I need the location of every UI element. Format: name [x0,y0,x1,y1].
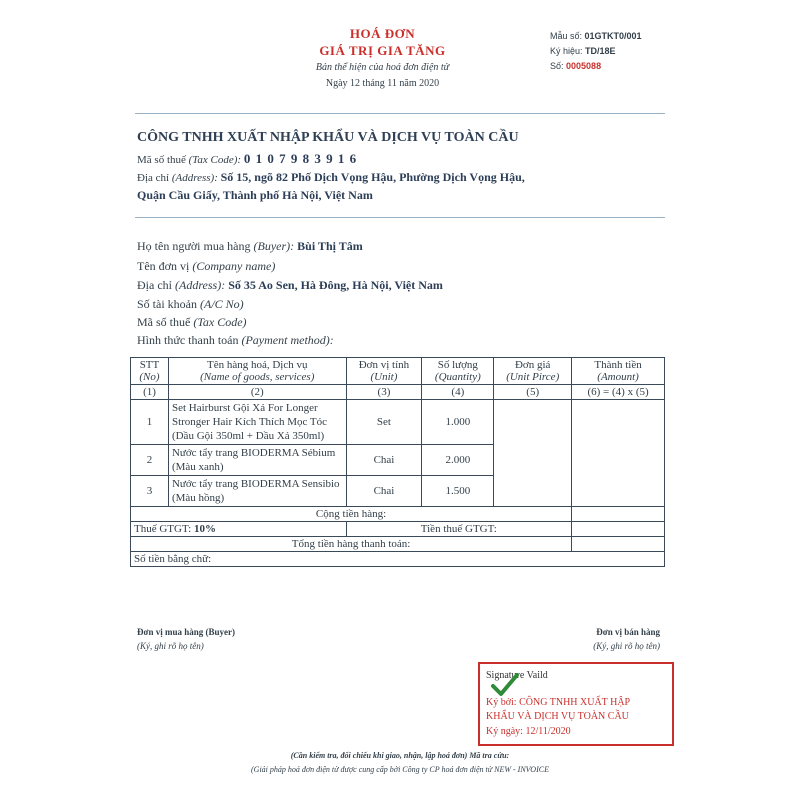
buyer-address-value: Số 35 Ao Sen, Hà Đông, Hà Nội, Việt Nam [228,278,443,292]
buyer-company-label: Tên đơn vị [137,259,190,273]
index-cell: (2) [168,385,346,400]
header-unit: Đơn vị tính (Unit) [346,358,422,385]
signed-by-value: CÔNG TNHH XUẤT HẬP [519,697,631,708]
header-stt: STT (No) [131,358,169,385]
digital-signature-box [478,662,674,746]
number-label: Số: [550,61,564,71]
buyer-name-value: Bùi Thị Tâm [297,239,363,253]
row-unit: Chai [346,445,422,476]
signed-date-label: Ký ngày: [486,726,523,737]
buyer-company-row [137,259,275,274]
seller-tax-label: Mã số thuế [137,154,186,166]
subtotal-label: Cộng tiền hàng: [131,507,572,522]
signed-date [486,726,571,737]
symbol-value: TD/18E [585,46,616,56]
row-qty: 1.000 [422,400,494,445]
items-table [130,357,665,567]
buyer-address-label-en: (Address): [175,278,226,292]
buyer-tax-label: Mã số thuế [137,315,191,329]
table-index-row [131,385,665,400]
footer-note1: (Cần kiểm tra, đối chiếu khi giao, nhận, lập hoá đơn) Mã tra cứu: [290,751,510,760]
buyer-tax-label-en: (Tax Code) [193,315,247,329]
row-unit: Set [346,400,422,445]
table-row [131,400,665,445]
seller-address-row [137,170,525,185]
row-name: Nước tẩy trang BIODERMA Sébium (Màu xanh) [168,445,346,476]
buyer-name-label-en: (Buyer): [253,239,295,253]
buyer-tax-row [137,315,247,330]
amount-blank [572,400,665,507]
in-words-label: Số tiền bằng chữ: [131,552,665,567]
form-label: Mẫu số: [550,31,583,41]
buyer-account-row [137,297,244,312]
signed-date-value: 12/11/2020 [525,726,571,737]
buyer-account-label-en: (A/C No) [200,297,244,311]
buyer-payment-row [137,333,334,348]
buyer-payment-label: Hình thức thanh toán [137,333,239,347]
index-cell: (6) = (4) x (5) [572,385,665,400]
vat-row [131,522,665,537]
seller-tax-row [137,151,357,167]
invoice-title-line1: HOÁ ĐƠN [349,26,416,41]
subtotal-row [131,507,665,522]
index-cell: (4) [422,385,494,400]
seller-address-line2: Quận Cầu Giấy, Thành phố Hà Nội, Việt Nam [137,188,373,202]
vat-amount-value [572,522,665,537]
row-qty: 2.000 [422,445,494,476]
buyer-payment-label-en: (Payment method): [241,333,334,347]
seller-sign-note: (Ký, ghi rõ họ tên) [593,641,660,651]
seller-tax-label-en: (Tax Code): [188,154,242,166]
seller-tax-code: 0 1 0 7 9 8 3 9 1 6 [243,151,358,166]
index-cell: (3) [346,385,422,400]
header-unit-price: Đơn giá (Unit Pirce) [494,358,572,385]
seller-address-line1: Số 15, ngõ 82 Phố Dịch Vọng Hậu, Phường Dịch Vọng Hậu, [220,170,525,184]
total-row [131,537,665,552]
signed-by-line2: KHẨU VÀ DỊCH VỤ TOÀN CẦU [486,711,629,722]
invoice-subtitle: Bản thể hiện của hoá đơn điện tử [315,62,450,73]
subtotal-value [572,507,665,522]
row-unit: Chai [346,476,422,507]
buyer-name-label: Họ tên người mua hàng [137,239,251,253]
index-cell: (5) [494,385,572,400]
symbol [550,46,616,56]
symbol-label: Ký hiệu: [550,46,583,56]
invoice-title-line2: GIÁ TRỊ GIA TĂNG [319,43,446,58]
header-amount: Thành tiền (Amount) [572,358,665,385]
row-name: Set Hairburst Gội Xả For Longer Stronger Hair Kích Thích Mọc Tóc (Dầu Gội 350ml + Dầu Xả 350ml) [168,400,346,445]
buyer-account-label: Số tài khoản [137,297,197,311]
number-value: 0005088 [566,61,602,71]
footer-note2: (Giải pháp hoá đơn điện tử được cung cấp bởi Công ty CP hoá đơn điện tử NEW - INVOICE [251,765,549,774]
vat-rate-value: 10% [193,523,216,535]
divider [135,217,665,218]
header-name: Tên hàng hoá, Dịch vụ (Name of goods, services) [168,358,346,385]
buyer-name-row [137,239,363,254]
row-stt: 3 [131,476,169,507]
buyer-sign-note: (Ký, ghi rõ họ tên) [137,641,204,651]
total-value [572,537,665,552]
divider [135,113,665,114]
vat-amount-label: Tiền thuế GTGT: [346,522,572,537]
index-cell: (1) [131,385,169,400]
invoice-number [550,61,601,71]
table-header-row [131,358,665,385]
signature-status: Signature Vaild [486,670,548,681]
row-stt: 2 [131,445,169,476]
row-stt: 1 [131,400,169,445]
signed-by-label: Ký bởi: [486,697,517,708]
form-value: 01GTKT0/001 [584,31,642,41]
seller-address-label-en: (Address): [171,172,218,184]
header-quantity: Số lượng (Quantity) [422,358,494,385]
seller-address-label: Địa chỉ [137,172,170,184]
buyer-sign-title: Đơn vị mua hàng (Buyer) [137,627,235,637]
row-name: Nước tẩy trang BIODERMA Sensibio (Màu hồng) [168,476,346,507]
invoice-date: Ngày 12 tháng 11 năm 2020 [325,78,440,89]
seller-name: CÔNG TNHH XUẤT NHẬP KHẨU VÀ DỊCH VỤ TOÀN CẦU [137,130,519,145]
row-qty: 1.500 [422,476,494,507]
total-label: Tổng tiền hàng thanh toán: [131,537,572,552]
vat-rate-cell [131,522,347,537]
buyer-address-row [137,278,443,293]
unit-price-blank [494,400,572,507]
vat-rate-label: Thuế GTGT: [134,523,192,535]
checkmark-icon [490,672,520,698]
in-words-row [131,552,665,567]
buyer-company-label-en: (Company name) [192,259,276,273]
form-number [550,31,642,41]
seller-sign-title: Đơn vị bán hàng [596,627,660,637]
signed-by-line1 [486,697,630,708]
buyer-address-label: Địa chỉ [137,278,172,292]
